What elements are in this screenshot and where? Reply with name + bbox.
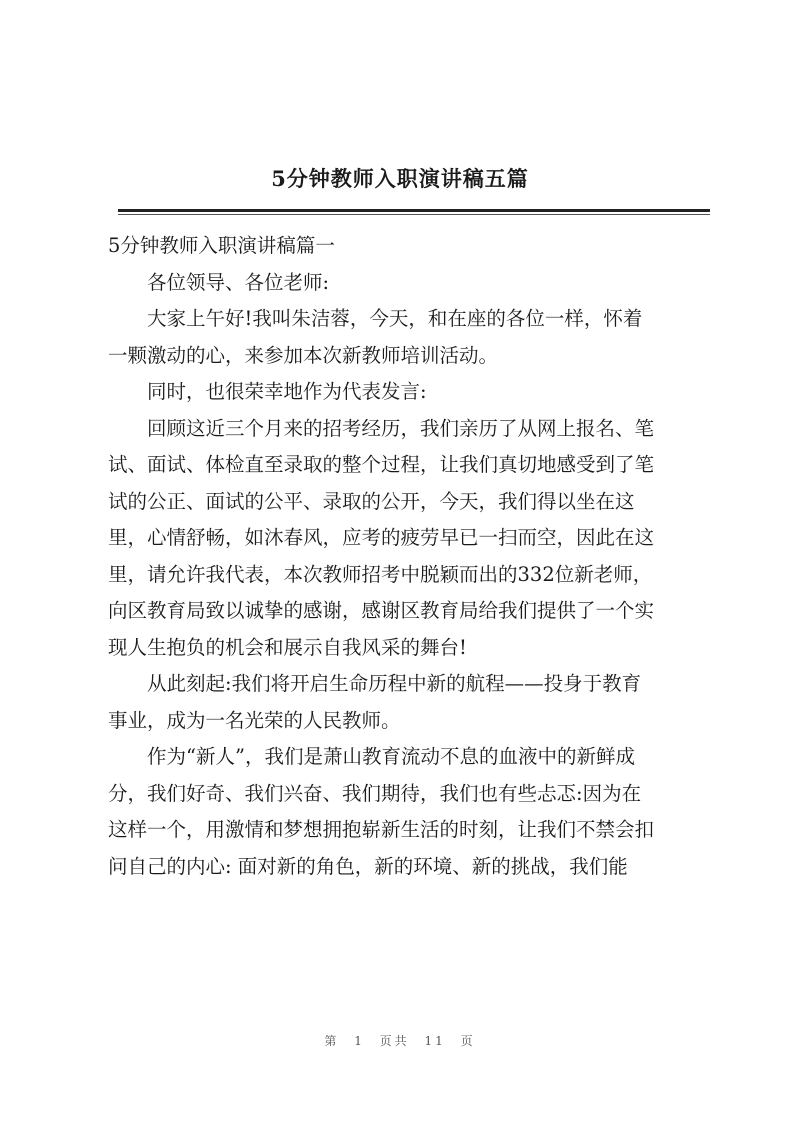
text-line: 里，心情舒畅，如沐春风，应考的疲劳早已一扫而空，因此在这: [108, 526, 655, 549]
title-divider-thin: [118, 214, 710, 215]
text-line: 问自己的内心: 面对新的角色，新的环境、新的挑战，我们能: [108, 854, 628, 878]
title-divider-thick: [118, 209, 710, 212]
text-line: 试的公正、面试的公平、录取的公开，今天，我们得以坐在这: [108, 489, 635, 513]
text-line: 作为“新人”，我们是萧山教育流动不息的血液中的新鲜成: [147, 745, 635, 768]
text-line: 现人生抱负的机会和展示自我风采的舞台!: [108, 635, 467, 659]
section-heading: 5分钟教师入职演讲稿篇一: [108, 234, 335, 257]
text-line: 同时，也很荣幸地作为代表发言:: [147, 380, 427, 403]
footer-label-of: 页共: [379, 1034, 410, 1048]
body-text: [108, 265, 712, 886]
document-title: 5分钟教师入职演讲稿五篇: [271, 166, 529, 191]
footer-total-pages: 11: [424, 1034, 446, 1048]
text-line: 向区教育局致以诚挚的感谢，感谢区教育局给我们提供了一个实: [108, 599, 655, 622]
text-line: 里，请允许我代表，本次教师招考中脱颖而出的332位新老师，: [108, 562, 653, 586]
page-footer: [0, 1032, 800, 1049]
text-line: 一颗激动的心，来参加本次新教师培训活动。: [108, 343, 499, 367]
text-line: 这样一个，用激情和梦想拥抱崭新生活的时刻，让我们不禁会扣: [108, 818, 655, 841]
text-line: 回顾这近三个月来的招考经历，我们亲历了从网上报名、笔: [147, 416, 655, 440]
text-line: 大家上午好!我叫朱洁蓉，今天，和在座的各位一样，怀着: [147, 307, 643, 330]
document-body: [108, 228, 712, 885]
text-line: 分，我们好奇、我们兴奋、我们期待，我们也有些忐忑:因为在: [108, 781, 642, 805]
footer-label-suffix: 页: [460, 1034, 476, 1048]
footer-current-page: 1: [354, 1034, 365, 1048]
footer-label-page: 第: [324, 1034, 340, 1048]
text-line: 从此刻起:我们将开启生命历程中新的航程——投身于教育: [147, 672, 642, 695]
text-line: 事业，成为一名光荣的人民教师。: [108, 708, 401, 732]
text-line: 各位领导、各位老师:: [147, 270, 330, 294]
text-line: 试、面试、体检直至录取的整个过程，让我们真切地感受到了笔: [108, 453, 655, 476]
